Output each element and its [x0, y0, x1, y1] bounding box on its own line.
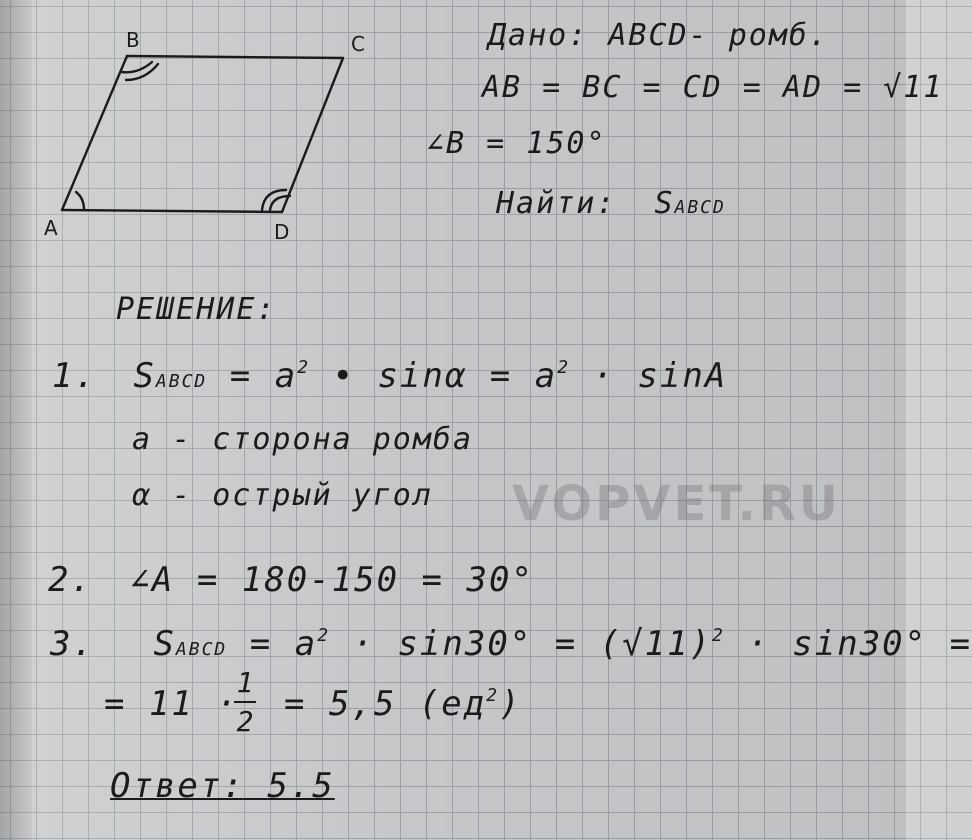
answer-value: 5.5: [267, 766, 335, 806]
step-3-subscript: ABCD: [175, 639, 228, 660]
step-2: [48, 560, 534, 600]
step-1: [52, 356, 727, 396]
step-1-s: S: [133, 356, 156, 396]
side-cd: [282, 58, 343, 212]
find-label: Найти:: [496, 186, 617, 221]
side-ab: [62, 56, 127, 210]
step-3-part-a: = a: [249, 624, 318, 664]
side-bc: [127, 56, 343, 58]
step-3: [50, 624, 972, 664]
answer-line: [110, 766, 335, 806]
step-1-number: 1.: [52, 356, 97, 396]
step-4-close: ): [499, 684, 522, 724]
step-4-left: = 11 ·: [104, 684, 239, 724]
step-3-superscript-2: 2: [712, 625, 725, 646]
step-3-superscript: 2: [317, 625, 331, 646]
step-2-text: ∠A = 180-150 = 30°: [129, 560, 534, 600]
step-1-part-c: · sinA: [592, 356, 728, 396]
fraction-bar: [234, 701, 256, 703]
side-da: [62, 210, 282, 212]
step-1-part-a: = a: [229, 356, 298, 396]
step-3-number: 3.: [50, 624, 95, 664]
fraction-denominator: 2: [236, 705, 254, 738]
note-side: a - сторона ромба: [132, 422, 474, 457]
step-3-part-c: · sin30° =: [747, 624, 972, 664]
step-1-superscript: 2: [297, 357, 311, 378]
given-figure: ABCD- ромб.: [608, 18, 830, 53]
vertex-label-a: A: [44, 216, 58, 240]
vertex-label-b: B: [126, 28, 140, 52]
step-4-superscript: 2: [486, 685, 500, 706]
answer-label: Ответ:: [110, 766, 245, 806]
step-1-superscript-2: 2: [557, 357, 571, 378]
find-value: S: [654, 186, 675, 221]
given-heading: Дано:: [488, 18, 589, 53]
given-line-1: [488, 18, 829, 53]
watermark: VOPVET.RU: [512, 476, 841, 532]
vertex-label-c: C: [351, 32, 365, 56]
step-4-result: = 5,5 (ед: [284, 684, 487, 724]
find-line: [496, 186, 726, 221]
step-3-s: S: [153, 624, 176, 664]
angle-arc-b: [122, 62, 152, 72]
given-line-2: AB = BC = CD = AD = √11: [482, 70, 944, 105]
note-angle: α - острый угол: [132, 478, 433, 513]
fraction-numerator: 1: [236, 666, 254, 699]
solution-heading: РЕШЕНИЕ:: [116, 292, 277, 327]
vertex-label-d: D: [274, 220, 290, 244]
step-1-part-b: • sinα = a: [332, 356, 558, 396]
angle-arc-a: [76, 192, 84, 210]
step-1-subscript: ABCD: [155, 371, 208, 392]
step-3-part-b: · sin30° = (√11): [352, 624, 713, 664]
find-subscript: ABCD: [674, 197, 726, 218]
step-4-right: [284, 684, 522, 724]
given-line-3: ∠B = 150°: [426, 126, 607, 161]
fraction-one-half: [234, 666, 256, 738]
step-2-number: 2.: [48, 560, 93, 600]
